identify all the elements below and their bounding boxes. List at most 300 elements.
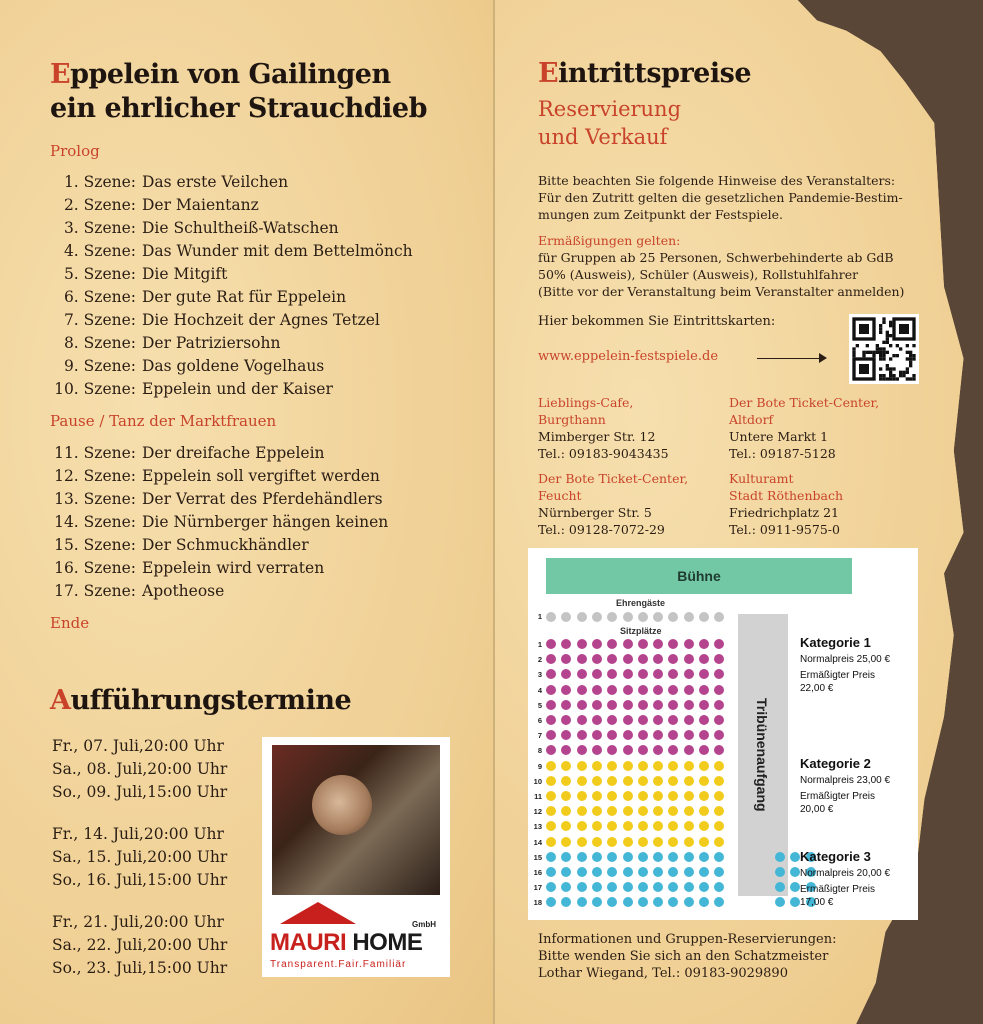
seat[interactable] [699,806,709,816]
honor-seat[interactable] [699,612,709,622]
seat[interactable] [561,776,571,786]
seat[interactable] [592,837,602,847]
seat[interactable] [699,821,709,831]
seat[interactable] [699,852,709,862]
seat[interactable] [653,700,663,710]
seat[interactable] [607,806,617,816]
outlet-phone: Tel.: 09183-9043435 [538,446,669,461]
seat[interactable] [577,837,587,847]
seat[interactable] [561,761,571,771]
seat[interactable] [577,776,587,786]
seat[interactable] [714,791,724,801]
seat[interactable] [592,761,602,771]
dates-title-initial: A [50,685,71,716]
discount-text [538,249,904,300]
performance-date: Sa., 15. Juli,20:00 Uhr [52,848,228,866]
seat[interactable] [577,882,587,892]
seat[interactable] [714,821,724,831]
scene-title: Eppelein und der Kaiser [142,380,333,398]
scene-item [52,309,413,332]
honor-guests-label: Ehrengäste [616,598,666,608]
seat[interactable] [714,639,724,649]
honor-seat[interactable] [577,612,587,622]
seat[interactable] [561,639,571,649]
seat[interactable] [638,715,648,725]
scene-number: 6. Szene: [63,288,136,306]
seat[interactable] [592,654,602,664]
seat[interactable] [684,639,694,649]
seat[interactable] [623,867,633,877]
seat[interactable] [546,730,556,740]
seat[interactable] [638,791,648,801]
seat[interactable] [577,730,587,740]
seat[interactable] [607,685,617,695]
seat[interactable] [546,821,556,831]
seat[interactable] [623,639,633,649]
performance-date: So., 23. Juli,15:00 Uhr [52,959,228,977]
seat[interactable] [668,639,678,649]
seat[interactable] [561,730,571,740]
seat[interactable] [699,669,709,679]
seat[interactable] [714,882,724,892]
seat[interactable] [623,821,633,831]
seat[interactable] [592,852,602,862]
seat[interactable] [577,821,587,831]
seat[interactable] [546,882,556,892]
seat[interactable] [546,654,556,664]
seat[interactable] [623,761,633,771]
seat[interactable] [668,837,678,847]
seat[interactable] [668,791,678,801]
seat[interactable] [561,745,571,755]
seat[interactable] [684,897,694,907]
seat[interactable] [546,685,556,695]
seat[interactable] [592,882,602,892]
honor-seat[interactable] [623,612,633,622]
seat[interactable] [668,852,678,862]
seat[interactable] [592,685,602,695]
seat[interactable] [699,715,709,725]
play-title-line1 [50,58,427,92]
seat[interactable] [699,685,709,695]
seat[interactable] [684,669,694,679]
seat[interactable] [607,654,617,664]
seat[interactable] [668,821,678,831]
seat[interactable] [623,685,633,695]
honor-seat[interactable] [561,612,571,622]
seat[interactable] [546,745,556,755]
seat[interactable] [607,669,617,679]
seat[interactable] [714,715,724,725]
row-number: 4 [537,685,542,695]
seat[interactable] [623,806,633,816]
seat[interactable] [623,654,633,664]
seat[interactable] [623,837,633,847]
seat[interactable] [684,776,694,786]
seat[interactable] [653,837,663,847]
seat[interactable] [561,821,571,831]
seat[interactable] [714,837,724,847]
seat[interactable] [623,882,633,892]
seat[interactable] [546,700,556,710]
seat[interactable] [790,867,800,877]
seat[interactable] [623,700,633,710]
seat[interactable] [592,639,602,649]
seat[interactable] [592,897,602,907]
seat[interactable] [561,700,571,710]
seat[interactable] [653,669,663,679]
seat[interactable] [714,776,724,786]
seat[interactable] [653,821,663,831]
scene-number: 9. Szene: [63,357,136,375]
seat[interactable] [607,852,617,862]
seat[interactable] [592,821,602,831]
seat[interactable] [623,852,633,862]
category-3 [800,849,918,909]
seat[interactable] [714,730,724,740]
seat[interactable] [699,639,709,649]
scene-item [52,263,413,286]
seat[interactable] [577,867,587,877]
seat[interactable] [546,669,556,679]
seat[interactable] [668,730,678,740]
seat[interactable] [592,669,602,679]
seat[interactable] [592,745,602,755]
honor-seat[interactable] [684,612,694,622]
seat[interactable] [699,654,709,664]
notice-line: mungen zum Zeitpunkt der Festspiele. [538,207,783,222]
seat[interactable] [790,852,800,862]
seat[interactable] [653,639,663,649]
seat[interactable] [546,761,556,771]
seat[interactable] [561,685,571,695]
seat[interactable] [577,806,587,816]
seat[interactable] [623,715,633,725]
seat[interactable] [607,821,617,831]
seat[interactable] [638,897,648,907]
scene-title: Das Wunder mit dem Bettelmönch [142,242,413,260]
seat[interactable] [714,745,724,755]
seat[interactable] [668,715,678,725]
row-number: 13 [533,822,542,832]
seat[interactable] [577,700,587,710]
dates-title-rest: ufführungstermine [70,685,352,716]
seat[interactable] [638,730,648,740]
seat[interactable] [577,852,587,862]
seat[interactable] [592,730,602,740]
seat[interactable] [699,745,709,755]
seat[interactable] [653,776,663,786]
seat[interactable] [623,669,633,679]
seat[interactable] [638,776,648,786]
scene-list-part1 [52,171,413,401]
seat[interactable] [668,776,678,786]
seat[interactable] [684,700,694,710]
notice-text [538,172,903,223]
seat[interactable] [592,806,602,816]
seat[interactable] [775,852,785,862]
seat[interactable] [623,776,633,786]
ende-label: Ende [50,614,90,632]
fold-line [493,0,495,1024]
seat[interactable] [623,745,633,755]
row-number: 11 [534,792,542,801]
seat[interactable] [684,791,694,801]
seat[interactable] [623,730,633,740]
seat[interactable] [607,776,617,786]
seat[interactable] [668,745,678,755]
scene-title: Die Hochzeit der Agnes Tetzel [142,311,380,329]
category-title: Kategorie 3 [800,849,871,864]
reservation-title [538,95,681,151]
seat[interactable] [638,821,648,831]
seat[interactable] [714,685,724,695]
seat[interactable] [638,745,648,755]
seat[interactable] [577,791,587,801]
seat[interactable] [775,867,785,877]
seat[interactable] [714,700,724,710]
honor-seat[interactable] [668,612,678,622]
seat[interactable] [607,639,617,649]
seat[interactable] [577,669,587,679]
scene-number: 7. Szene: [63,311,136,329]
seat[interactable] [684,867,694,877]
seat[interactable] [653,685,663,695]
scene-title: Die Nürnberger hängen keinen [142,513,389,531]
seat[interactable] [684,715,694,725]
seat[interactable] [577,685,587,695]
sponsor-ad [262,737,450,977]
seat[interactable] [607,791,617,801]
seat[interactable] [668,897,678,907]
seat[interactable] [668,685,678,695]
seat[interactable] [638,837,648,847]
seat[interactable] [546,776,556,786]
seat[interactable] [592,700,602,710]
seat[interactable] [607,897,617,907]
seat[interactable] [546,791,556,801]
scene-number: 16. Szene: [54,559,136,577]
scene-title: Der gute Rat für Eppelein [142,288,347,306]
honor-seat[interactable] [653,612,663,622]
seat[interactable] [546,715,556,725]
contact-line: Lothar Wiegand, Tel.: 09183-9029890 [538,966,788,981]
seat[interactable] [653,897,663,907]
scene-title: Die Mitgift [142,265,228,283]
outlet-name: Lieblings-Cafe, [538,395,634,410]
seat[interactable] [699,882,709,892]
seat[interactable] [684,761,694,771]
seat[interactable] [638,852,648,862]
seat[interactable] [684,806,694,816]
seat[interactable] [668,761,678,771]
seat[interactable] [653,715,663,725]
seat[interactable] [546,852,556,862]
seat[interactable] [714,897,724,907]
seating-plan [528,548,918,920]
seat[interactable] [607,867,617,877]
seat[interactable] [714,669,724,679]
category-reduced-label: Ermäßigter Preis [800,791,876,802]
seat[interactable] [684,882,694,892]
seat[interactable] [684,745,694,755]
seat[interactable] [638,669,648,679]
seat[interactable] [577,715,587,725]
seat[interactable] [638,700,648,710]
seat[interactable] [790,897,800,907]
seat[interactable] [592,791,602,801]
seat[interactable] [668,700,678,710]
seat[interactable] [684,837,694,847]
seat[interactable] [592,715,602,725]
seat[interactable] [775,897,785,907]
seat[interactable] [638,867,648,877]
seat[interactable] [699,791,709,801]
honor-seat[interactable] [592,612,602,622]
performance-date: So., 09. Juli,15:00 Uhr [52,783,228,801]
notice-line: Für den Zutritt gelten die gesetzlichen Pandemie-Bestim- [538,190,903,205]
scene-number: 12. Szene: [54,467,136,485]
seat[interactable] [714,654,724,664]
stage: Bühne [546,558,852,594]
seat[interactable] [561,882,571,892]
outlet-street: Nürnberger Str. 5 [538,505,652,520]
seat[interactable] [653,806,663,816]
seat[interactable] [561,897,571,907]
seat[interactable] [607,745,617,755]
seat[interactable] [699,867,709,877]
outlet-name: Der Bote Ticket-Center, [538,471,689,486]
seat[interactable] [638,806,648,816]
honor-seat[interactable] [607,612,617,622]
scene-item [52,286,413,309]
seat[interactable] [714,761,724,771]
scene-item [52,194,413,217]
seat[interactable] [607,882,617,892]
seat[interactable] [699,730,709,740]
seat[interactable] [592,776,602,786]
honor-seat[interactable] [714,612,724,622]
seat[interactable] [699,761,709,771]
seat[interactable] [668,654,678,664]
seat[interactable] [577,761,587,771]
seat[interactable] [561,806,571,816]
performance-date: So., 16. Juli,15:00 Uhr [52,871,228,889]
seat[interactable] [684,730,694,740]
seat[interactable] [561,791,571,801]
row-number: 3 [537,670,542,680]
category-normal-price: Normalpreis 20,00 € [800,868,891,879]
seat[interactable] [546,897,556,907]
prolog-label: Prolog [50,142,100,160]
play-title [50,58,427,126]
seat[interactable] [714,852,724,862]
seat[interactable] [653,882,663,892]
seat[interactable] [653,730,663,740]
seat[interactable] [607,730,617,740]
seat[interactable] [638,639,648,649]
seat[interactable] [607,700,617,710]
seat[interactable] [699,837,709,847]
seat[interactable] [577,897,587,907]
seat[interactable] [638,654,648,664]
scene-number: 10. Szene: [54,380,136,398]
honor-seat[interactable] [638,612,648,622]
seat[interactable] [653,852,663,862]
seat[interactable] [714,867,724,877]
seat[interactable] [561,654,571,664]
seat[interactable] [638,882,648,892]
seat[interactable] [607,837,617,847]
performance-date: Fr., 07. Juli,20:00 Uhr [52,737,224,755]
seat[interactable] [623,897,633,907]
seat[interactable] [684,654,694,664]
seat[interactable] [714,806,724,816]
seat[interactable] [653,791,663,801]
seat[interactable] [577,745,587,755]
seat[interactable] [561,837,571,847]
row-number: 5 [537,700,542,710]
seat[interactable] [546,639,556,649]
seat[interactable] [699,700,709,710]
seat[interactable] [592,867,602,877]
seat[interactable] [546,806,556,816]
scene-title: Der Patriziersohn [142,334,281,352]
website-link[interactable]: www.eppelein-festspiele.de [538,349,719,364]
seat[interactable] [699,897,709,907]
row-number: 8 [537,746,542,756]
seats-label: Sitzplätze [620,626,662,636]
seat[interactable] [790,882,800,892]
seat[interactable] [546,867,556,877]
ad-person-image [312,775,372,835]
seat[interactable] [653,761,663,771]
stand-aisle-label: Tribünenaufgang [754,698,770,812]
honor-seat[interactable] [546,612,556,622]
seat[interactable] [668,669,678,679]
seat[interactable] [561,852,571,862]
seat[interactable] [668,867,678,877]
seat[interactable] [638,685,648,695]
seat[interactable] [638,761,648,771]
seat[interactable] [684,685,694,695]
row-number: 6 [537,716,542,725]
seat[interactable] [684,821,694,831]
seat[interactable] [577,639,587,649]
seat[interactable] [577,654,587,664]
seat[interactable] [546,837,556,847]
seat[interactable] [653,745,663,755]
seat[interactable] [668,882,678,892]
outlet-name: Stadt Röthenbach [729,488,844,503]
scene-number: 13. Szene: [54,490,136,508]
seat[interactable] [653,867,663,877]
seat[interactable] [561,669,571,679]
seat[interactable] [668,806,678,816]
seat[interactable] [607,761,617,771]
outlet-name: Der Bote Ticket-Center, [729,395,880,410]
qr-code-icon[interactable] [849,314,919,384]
seat[interactable] [607,715,617,725]
scene-item [52,488,388,511]
seat[interactable] [561,867,571,877]
seat[interactable] [653,654,663,664]
seat[interactable] [561,715,571,725]
seat[interactable] [699,776,709,786]
outlet-name: Burgthann [538,412,606,427]
seat[interactable] [623,791,633,801]
seat[interactable] [684,852,694,862]
